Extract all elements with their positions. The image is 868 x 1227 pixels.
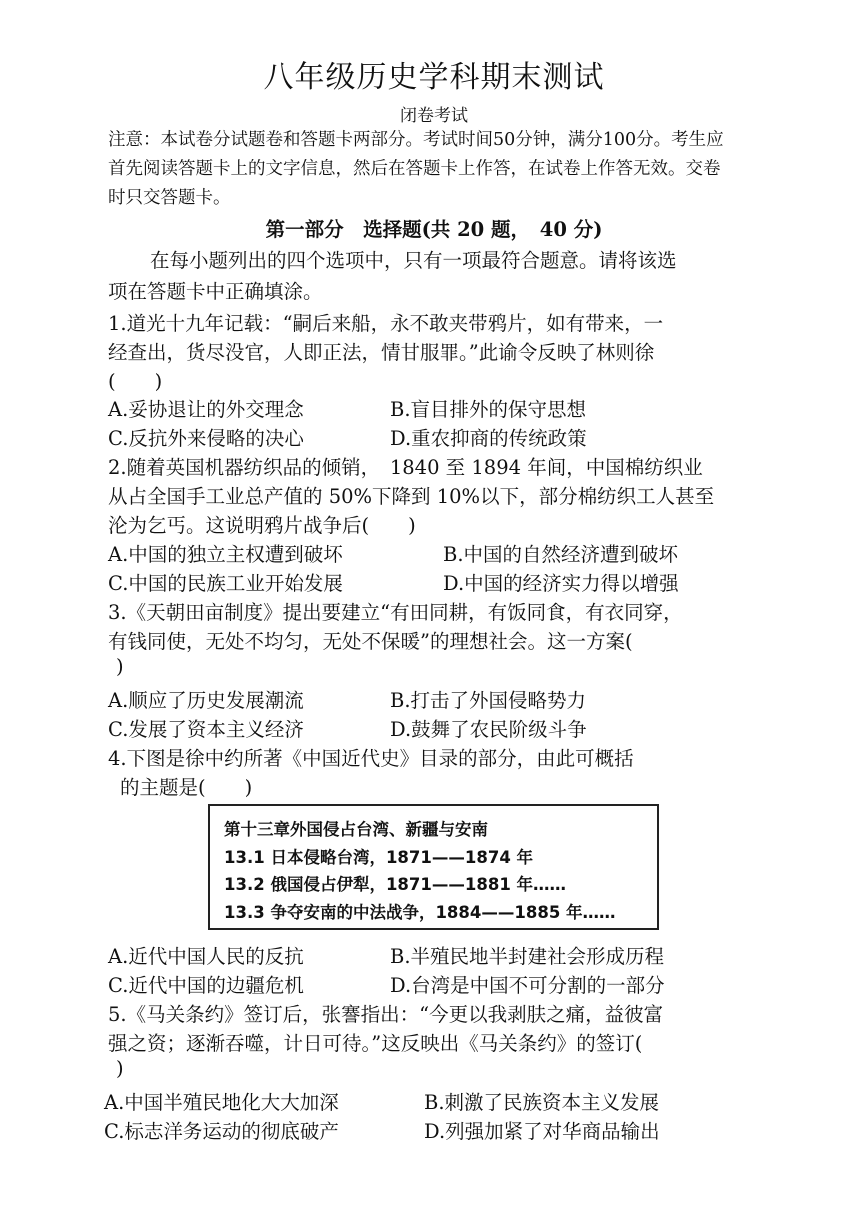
question-1-option-d: D.重农抑商的传统政策 <box>390 427 587 450</box>
question-4-option-b: B.半殖民地半封建社会形成历程 <box>390 945 665 968</box>
question-1-option-b: B.盲目排外的保守思想 <box>390 398 587 421</box>
question-2-option-d: D.中国的经济实力得以增强 <box>443 572 679 595</box>
question-5-option-d: D.列强加紧了对华商品输出 <box>424 1120 660 1143</box>
question-1-option-a: A.妥协退让的外交理念 <box>108 398 304 421</box>
exam-subtitle: 闭卷考试 <box>400 106 468 126</box>
question-3-line: ) <box>116 655 124 678</box>
question-5-option-a: A.中国半殖民地化大大加深 <box>104 1091 339 1114</box>
question-4-option-d: D.台湾是中国不可分割的一部分 <box>390 974 665 997</box>
question-4-option-a: A.近代中国人民的反抗 <box>108 945 304 968</box>
question-4-line: 的主题是( ) <box>120 776 253 799</box>
question-5-line: ) <box>116 1057 124 1080</box>
question-1-line: 经查出，货尽没官，人即正法，情甘服罪。”此谕令反映了林则徐 <box>108 341 655 364</box>
section-instruction-line: 在每小题列出的四个选项中，只有一项最符合题意。请将该选 <box>150 249 677 272</box>
notice-line: 时只交答题卡。 <box>108 188 231 208</box>
toc-line: 13.1 日本侵略台湾，1871——1874 年 <box>224 847 534 867</box>
exam-notice <box>108 126 773 213</box>
table-of-contents-figure <box>208 804 659 930</box>
question-3-option-c: C.发展了资本主义经济 <box>108 718 304 741</box>
section-title: 第一部分 选择题(共 20 题， 40 分) <box>265 218 603 241</box>
notice-line: 注意：本试卷分试题卷和答题卡两部分。考试时间50分钟，满分100分。考生应 <box>108 130 724 150</box>
toc-line: 第十三章外国侵占台湾、新疆与安南 <box>224 820 488 839</box>
toc-line: 13.3 争夺安南的中法战争，1884——1885 年…… <box>224 902 616 922</box>
question-3-option-b: B.打击了外国侵略势力 <box>390 689 587 712</box>
question-2-option-c: C.中国的民族工业开始发展 <box>108 572 343 595</box>
question-3-option-a: A.顺应了历史发展潮流 <box>108 689 304 712</box>
question-5-option-b: B.刺激了民族资本主义发展 <box>424 1091 660 1114</box>
question-4-line: 4.下图是徐中约所著《中国近代史》目录的部分，由此可概括 <box>108 747 634 770</box>
question-2-line: 2.随着英国机器纺织品的倾销， 1840 至 1894 年间，中国棉纺织业 <box>108 456 703 479</box>
question-1-option-c: C.反抗外来侵略的决心 <box>108 427 304 450</box>
question-3-option-d: D.鼓舞了农民阶级斗争 <box>390 718 587 741</box>
question-2-line: 从占全国手工业总产值的 50%下降到 10%以下，部分棉纺织工人甚至 <box>108 485 715 508</box>
question-5-line: 强之资；逐渐吞噬，计日可待。”这反映出《马关条约》的签订( <box>108 1032 643 1055</box>
notice-line: 首先阅读答题卡上的文字信息，然后在答题卡上作答，在试卷上作答无效。交卷 <box>108 159 721 179</box>
question-2-option-a: A.中国的独立主权遭到破坏 <box>108 543 343 566</box>
section-instruction-line: 项在答题卡中正确填涂。 <box>108 280 323 303</box>
question-1-line: ( ) <box>108 370 163 393</box>
question-4-option-c: C.近代中国的边疆危机 <box>108 974 304 997</box>
question-5-line: 5.《马关条约》签订后，张謇指出：“今更以我剥肤之痛，益彼富 <box>108 1003 664 1026</box>
question-3-line: 3.《天朝田亩制度》提出要建立“有田同耕，有饭同食，有衣同穿， <box>108 601 683 624</box>
exam-title: 八年级历史学科期末测试 <box>263 60 605 95</box>
question-2-option-b: B.中国的自然经济遭到破坏 <box>443 543 679 566</box>
question-2-line: 沦为乞丐。这说明鸦片战争后( ) <box>108 514 416 537</box>
question-3-line: 有钱同使，无处不均匀，无处不保暖”的理想社会。这一方案( <box>108 630 633 653</box>
question-1-line: 1.道光十九年记载：“嗣后来船，永不敢夹带鸦片，如有带来，一 <box>108 312 664 335</box>
question-5-option-c: C.标志洋务运动的彻底破产 <box>104 1120 339 1143</box>
toc-line: 13.2 俄国侵占伊犁，1871——1881 年…… <box>224 875 567 894</box>
